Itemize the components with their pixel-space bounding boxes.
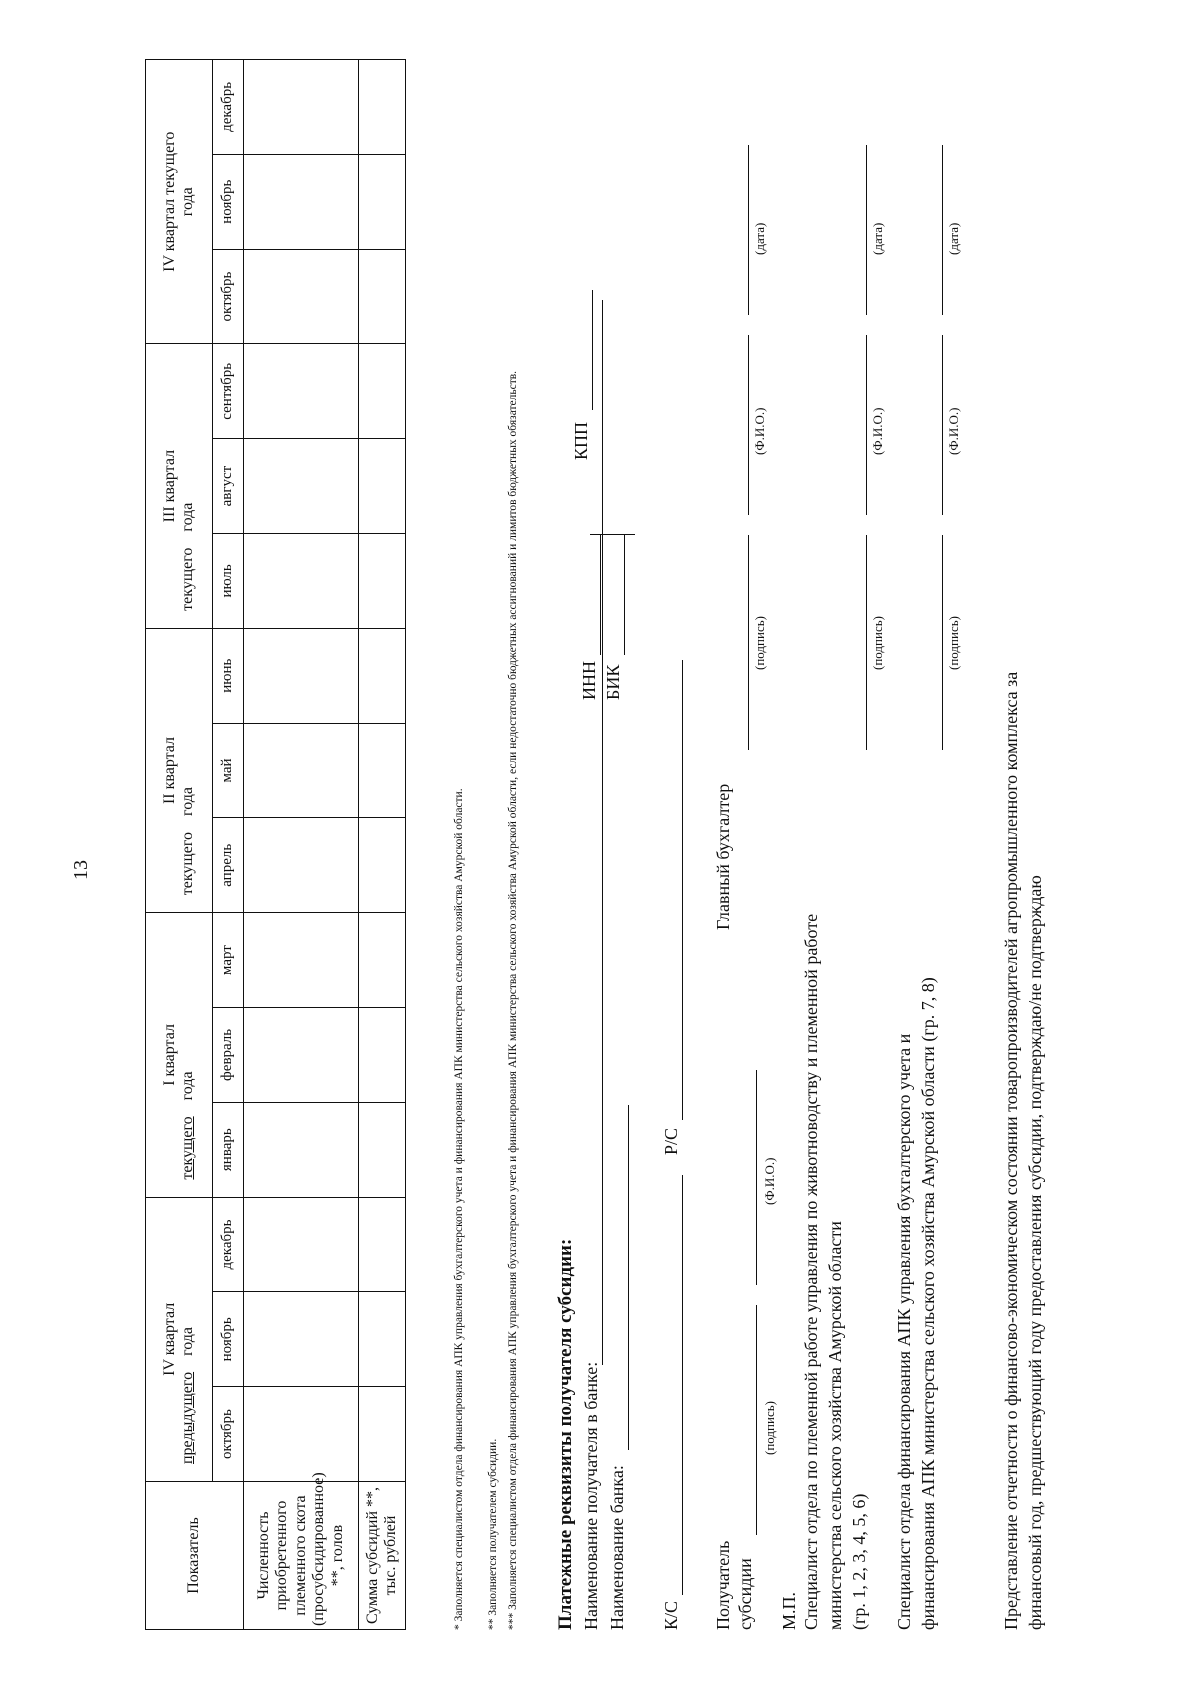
specialist1-date-caption: (дата) (870, 222, 885, 255)
quarter-header: IV квартал текущего года (146, 60, 213, 344)
bik-label: БИК (603, 664, 623, 700)
table-cell[interactable] (244, 1197, 359, 1292)
row-label: Сумма субсидий **, тыс. рублей (359, 1482, 406, 1630)
table-cell[interactable] (244, 1387, 359, 1482)
table-cell[interactable] (359, 818, 406, 913)
specialist2-fio-field[interactable] (942, 335, 943, 515)
table-cell[interactable] (244, 913, 359, 1008)
row-header: Показатель (146, 1482, 244, 1630)
specialist1-line3: (гр. 1, 2, 3, 4, 5, 6) (849, 1493, 869, 1630)
bik-field[interactable] (624, 535, 625, 655)
table-cell[interactable] (359, 249, 406, 344)
quarter-header: II квартал текущего года (146, 628, 213, 912)
specialist2-date-field[interactable] (942, 145, 943, 315)
month-cell: октябрь (213, 249, 244, 344)
specialist1-fio-caption: (Ф.И.О.) (870, 407, 885, 455)
table-cell[interactable] (359, 439, 406, 534)
month-cell: сентябрь (213, 344, 244, 439)
month-cell: июль (213, 534, 244, 629)
bank-name-field[interactable] (628, 1105, 629, 1450)
recipient-fio-field[interactable] (756, 1070, 757, 1285)
footnote-1: * Заполняется специалистом отдела финансирования АПК управления бухгалтерского учета и финансирования АПК министерства сельского хозяйства Амурской области. (453, 788, 465, 1630)
bank-name-label: Наименование банка: (607, 1465, 627, 1630)
ks-field[interactable] (682, 1175, 683, 1595)
month-cell: март (213, 913, 244, 1008)
specialist2-signature-field[interactable] (942, 535, 943, 750)
requisites-title: Платежные реквизиты получателя субсидии: (555, 1238, 576, 1630)
table-cell[interactable] (244, 249, 359, 344)
chief-accountant-signature-field[interactable] (748, 535, 749, 750)
chief-accountant-date-caption: (дата) (752, 222, 767, 255)
recipient-signature-caption: (подпись) (762, 1401, 777, 1455)
footnote-3: *** Заполняется специалистом отдела финансирования АПК управления бухгалтерского учета и финансирования АПК министерства сельского хозяйства Амурской области, если недостаточно бюджетных ассигнований и лимитов бюджетных обязательств. (507, 370, 519, 1630)
specialist2-signature-caption: (подпись) (946, 616, 961, 670)
specialist1-line1: Специалист отдела по племенной работе управления по животноводству и племенной работе (801, 913, 821, 1630)
specialist1-signature-caption: (подпись) (870, 616, 885, 670)
month-cell: ноябрь (213, 1292, 244, 1387)
month-cell: август (213, 439, 244, 534)
table-cell[interactable] (244, 1292, 359, 1387)
month-cell: декабрь (213, 60, 244, 155)
specialist1-line2: министерства сельского хозяйства Амурской области (825, 1221, 845, 1630)
ks-label: К/С (661, 1600, 681, 1630)
month-cell: июнь (213, 628, 244, 723)
closing-line1: Представление отчетности о финансово-экономическом состоянии товаропроизводителей агропромышленного комплекса за (1001, 671, 1021, 1630)
subsidy-table (145, 59, 406, 1630)
month-cell: январь (213, 1102, 244, 1197)
quarter-header: IV квартал предыдущего года (146, 1197, 213, 1481)
inn-label: ИНН (579, 661, 599, 700)
month-cell: май (213, 723, 244, 818)
table-cell[interactable] (359, 913, 406, 1008)
table-cell[interactable] (244, 628, 359, 723)
specialist1-date-field[interactable] (866, 145, 867, 315)
specialist2-date-caption: (дата) (946, 222, 961, 255)
row-label: Численность приобретенного племенного скота (просубсидированное) **, голов (244, 1482, 359, 1630)
rs-field[interactable] (682, 660, 683, 1120)
chief-accountant-fio-field[interactable] (748, 335, 749, 515)
chief-accountant-date-field[interactable] (748, 145, 749, 315)
inn-field[interactable] (600, 535, 601, 655)
table-cell[interactable] (244, 344, 359, 439)
table-row (244, 60, 359, 1630)
kpp-label: КПП (571, 421, 591, 460)
specialist1-signature-field[interactable] (866, 535, 867, 750)
rs-label: Р/С (661, 1127, 681, 1155)
table-cell[interactable] (359, 154, 406, 249)
month-row (213, 60, 244, 1630)
recipient-fio-caption: (Ф.И.О.) (762, 1157, 777, 1205)
quarter-header: III квартал текущего года (146, 344, 213, 628)
recipient-bank-name-label: Наименование получателя в банке: (581, 1361, 601, 1630)
table-cell[interactable] (244, 818, 359, 913)
table-cell[interactable] (359, 628, 406, 723)
table-cell[interactable] (244, 1008, 359, 1103)
stamp-placeholder: М.П. (779, 1591, 799, 1630)
table-cell[interactable] (359, 60, 406, 155)
inn-bik-divider (590, 534, 635, 535)
chief-accountant-signature-caption: (подпись) (752, 616, 767, 670)
table-cell[interactable] (244, 154, 359, 249)
footnote-2: ** Заполняется получателем субсидии. (487, 1438, 499, 1630)
month-cell: апрель (213, 818, 244, 913)
recipient-label-line2: субсидии (735, 1558, 755, 1630)
month-cell: февраль (213, 1008, 244, 1103)
table-cell[interactable] (244, 60, 359, 155)
table-cell[interactable] (359, 344, 406, 439)
table-cell[interactable] (359, 1197, 406, 1292)
table-cell[interactable] (244, 534, 359, 629)
specialist2-line2: финансирования АПК министерства сельского хозяйства Амурской области (гр. 7, 8) (918, 977, 938, 1630)
table-cell[interactable] (359, 1102, 406, 1197)
table-cell[interactable] (359, 534, 406, 629)
specialist2-fio-caption: (Ф.И.О.) (946, 407, 961, 455)
page-number: 13 (70, 860, 92, 880)
month-cell: декабрь (213, 1197, 244, 1292)
table-header-row (146, 60, 213, 1630)
recipient-signature-field[interactable] (756, 1305, 757, 1535)
table-row (359, 60, 406, 1630)
table-cell[interactable] (359, 1008, 406, 1103)
quarter-header: I квартал текущего года (146, 913, 213, 1197)
table-cell[interactable] (244, 1102, 359, 1197)
table-cell[interactable] (244, 439, 359, 534)
table-cell[interactable] (359, 723, 406, 818)
specialist2-line1: Специалист отдела финансирования АПК управления бухгалтерского учета и (894, 1033, 914, 1630)
recipient-label-line1: Получатель (713, 1540, 733, 1630)
month-cell: октябрь (213, 1387, 244, 1482)
specialist1-fio-field[interactable] (866, 335, 867, 515)
kpp-field[interactable] (592, 290, 593, 410)
table-cell[interactable] (359, 1292, 406, 1387)
month-cell: ноябрь (213, 154, 244, 249)
closing-line2: финансовый год, предшествующий году предоставления субсидии, подтверждаю/не подтверждаю (1025, 875, 1045, 1630)
chief-accountant-label: Главный бухгалтер (713, 783, 733, 930)
recipient-bank-name-field[interactable] (602, 300, 603, 1365)
table-cell[interactable] (359, 1387, 406, 1482)
chief-accountant-fio-caption: (Ф.И.О.) (752, 407, 767, 455)
table-cell[interactable] (244, 723, 359, 818)
